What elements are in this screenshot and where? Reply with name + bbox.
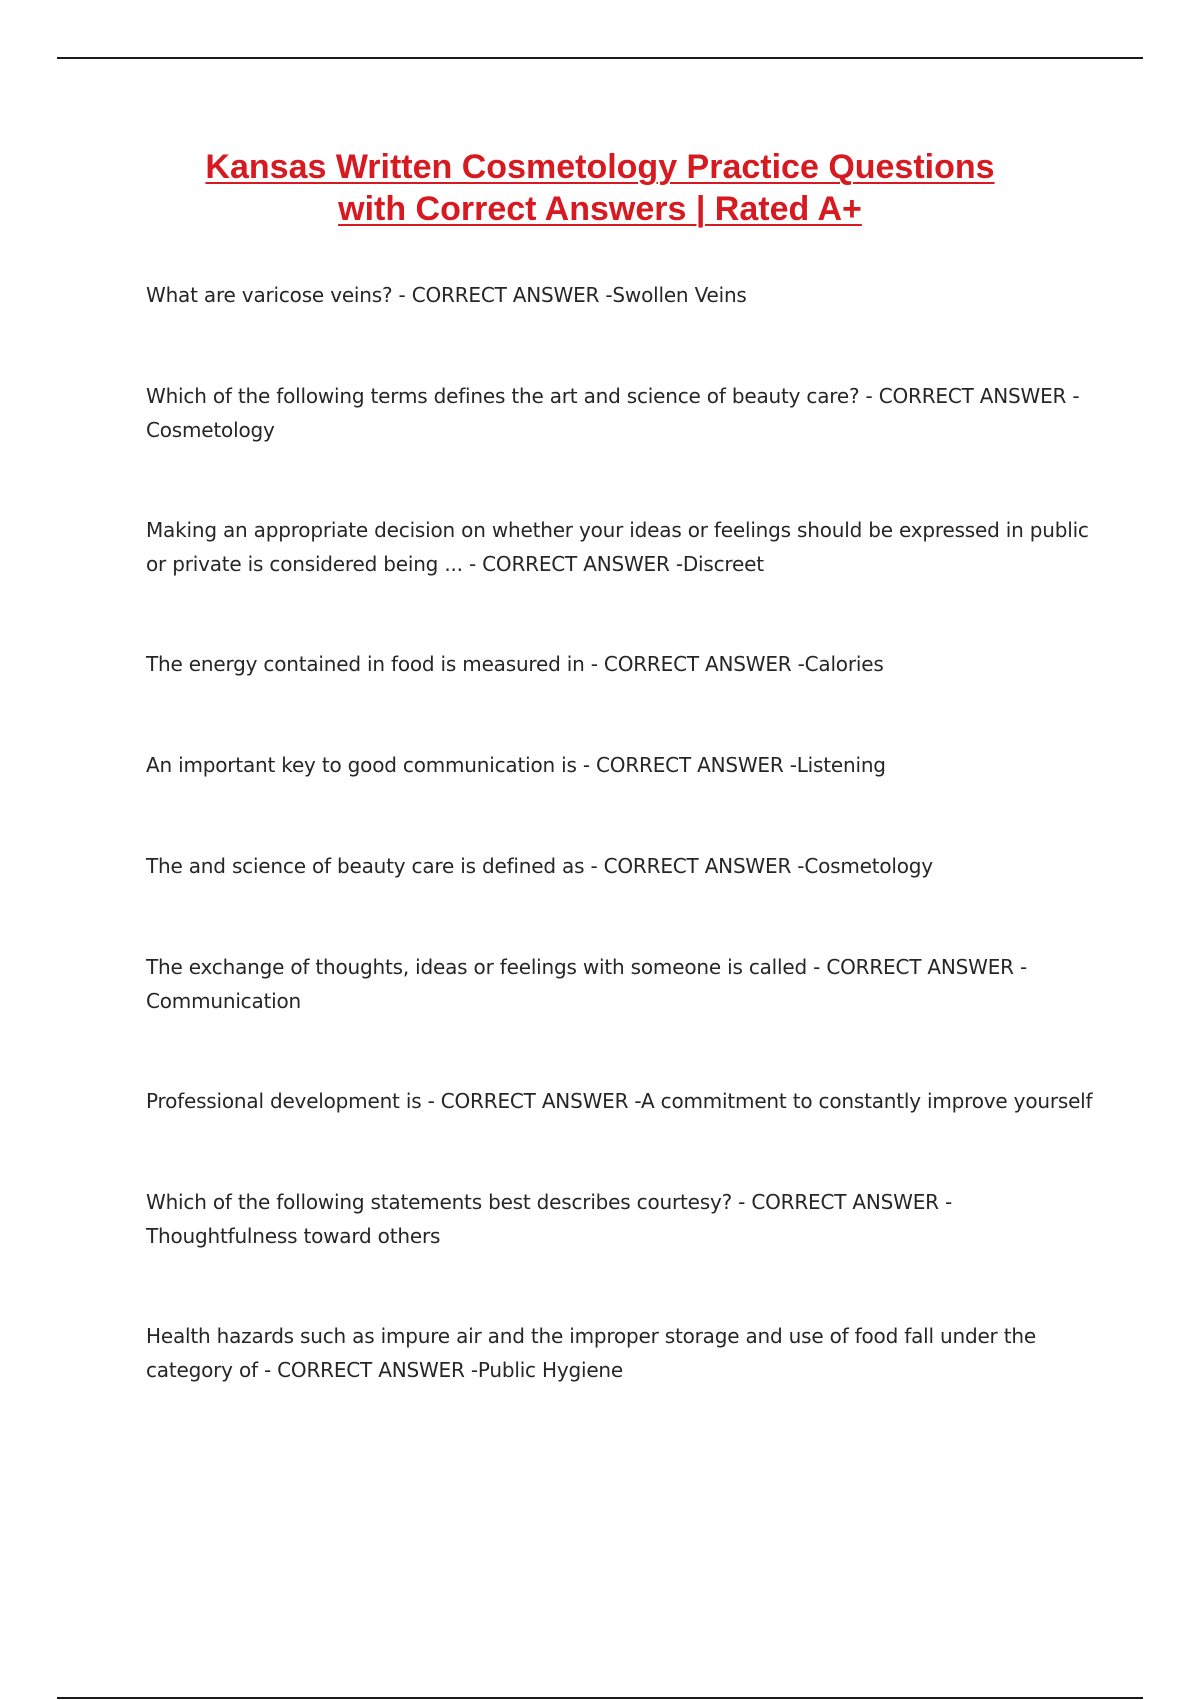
- qa-line: An important key to good communication is - CORRECT ANSWER -Listening: [146, 753, 886, 777]
- qa-line: The energy contained in food is measured in - CORRECT ANSWER -Calories: [146, 652, 884, 676]
- qa-line: Professional development is - CORRECT ANSWER -A commitment to constantly improve yourself: [146, 1089, 1093, 1113]
- qa-line: The exchange of thoughts, ideas or feelings with someone is called - CORRECT ANSWER -: [146, 955, 1028, 979]
- qa-line: category of - CORRECT ANSWER -Public Hygiene: [146, 1358, 624, 1382]
- qa-line: What are varicose veins? - CORRECT ANSWER -Swollen Veins: [146, 283, 747, 307]
- qa-line: or private is considered being ... - CORRECT ANSWER -Discreet: [146, 552, 764, 576]
- qa-line: Which of the following terms defines the art and science of beauty care? - CORRECT ANSWER -: [146, 384, 1080, 408]
- document-title: [100, 146, 1100, 230]
- qa-line: Cosmetology: [146, 418, 275, 442]
- qa-line: Health hazards such as impure air and the improper storage and use of food fall under the: [146, 1324, 1036, 1348]
- qa-list: [146, 278, 1096, 1453]
- qa-item-7: [146, 950, 1096, 1018]
- qa-line: Which of the following statements best describes courtesy? - CORRECT ANSWER -: [146, 1190, 953, 1214]
- qa-item-9: [146, 1185, 1096, 1253]
- qa-line: Making an appropriate decision on whether your ideas or feelings should be expressed in public: [146, 518, 1089, 542]
- qa-line: Thoughtfulness toward others: [146, 1224, 441, 1248]
- qa-item-6: [146, 849, 1096, 883]
- qa-item-10: [146, 1319, 1096, 1387]
- qa-line: The and science of beauty care is defined as - CORRECT ANSWER -Cosmetology: [146, 854, 933, 878]
- top-rule: [57, 57, 1143, 59]
- qa-item-1: [146, 278, 1096, 312]
- title-line-2: with Correct Answers | Rated A+: [338, 190, 862, 228]
- qa-item-8: [146, 1084, 1096, 1118]
- qa-item-3: [146, 513, 1096, 581]
- title-line-1: Kansas Written Cosmetology Practice Questions: [205, 148, 995, 186]
- qa-line: Communication: [146, 989, 302, 1013]
- qa-item-4: [146, 647, 1096, 681]
- qa-item-2: [146, 379, 1096, 447]
- qa-item-5: [146, 748, 1096, 782]
- bottom-rule: [57, 1697, 1143, 1699]
